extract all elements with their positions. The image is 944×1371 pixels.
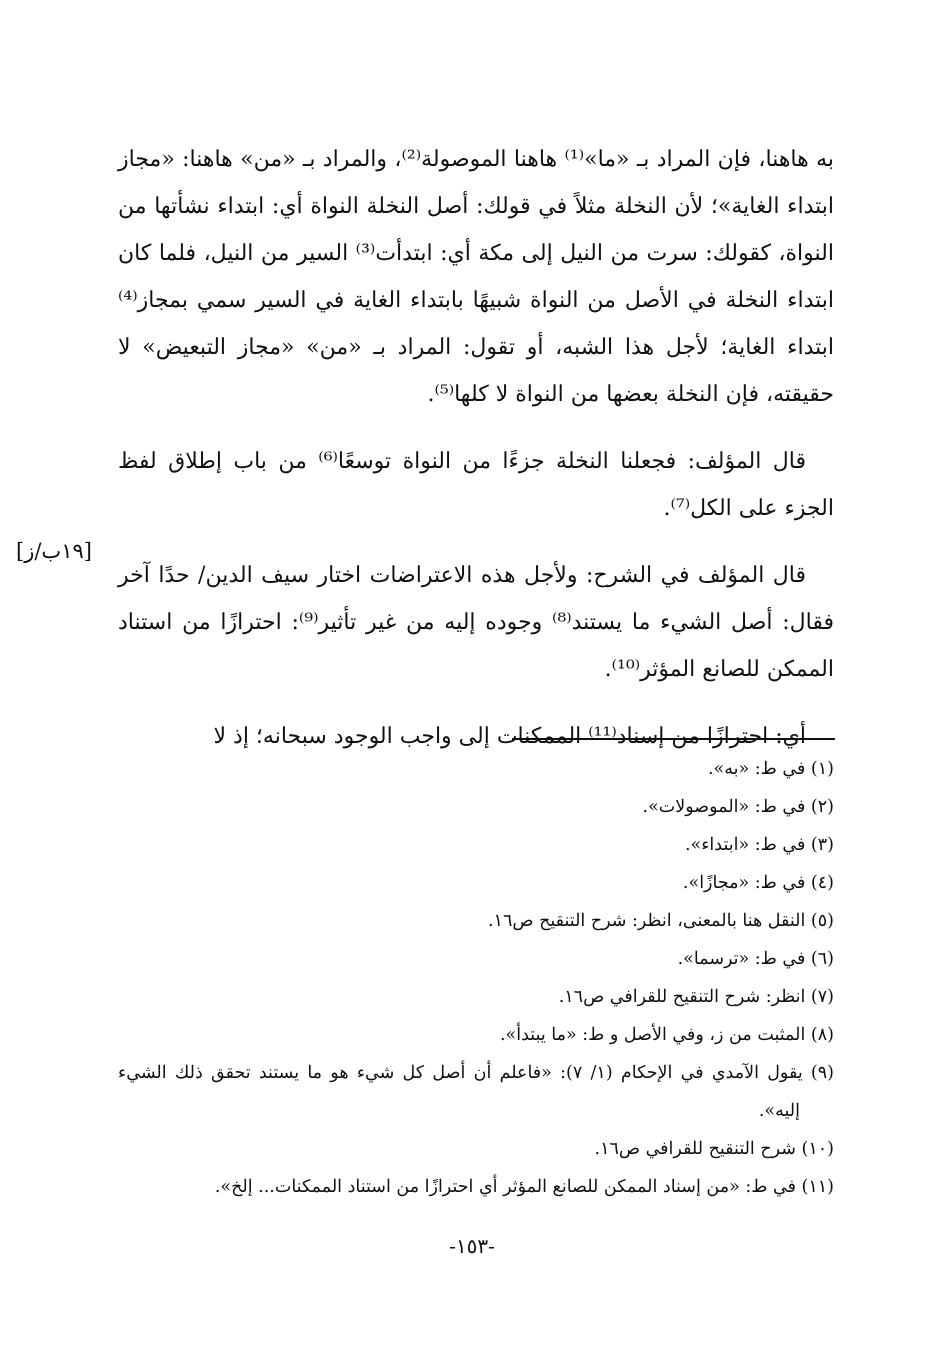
paragraph-2: قال المؤلف: فجعلنا النخلة جزءًا من النواة توسعًا⁽⁶⁾ من باب إطلاق لفظ الجزء على الكل⁽⁷⁾. [118,449,834,521]
footnote-9: (٩) يقول الآمدي في الإحكام (١/ ٧): «فاعلم أن أصل كل شيء هو ما يستند تحقق ذلك الشيء إليه». [118,1063,834,1121]
footnote-10: (١٠) شرح التنقيح للقرافي ص١٦. [594,1139,834,1159]
footnote-6: (٦) في ط: «ترسما». [677,949,834,969]
footnote-2: (٢) في ط: «الموصولات». [642,797,834,817]
page-number: -١٥٣- [449,1234,495,1258]
footnote-8: (٨) المثبت من ز، وفي الأصل و ط: «ما يبتدأ». [499,1025,834,1045]
footnote-11: (١١) في ط: «من إسناد الممكن للصانع المؤثر أي احترازًا من استناد الممكنات... إلخ». [214,1177,834,1197]
footnote-4: (٤) في ط: «مجازًا». [682,873,834,893]
footnote-1: (١) في ط: «به». [707,759,834,779]
paragraph-1: به هاهنا، فإن المراد بـ «ما»⁽¹⁾ هاهنا الموصولة⁽²⁾، والمراد بـ «من» هاهنا: «مجاز ابتداء الغاية»؛ لأن النخلة مثلاً في قولك: أصل النخلة النواة أي: ابتداء نشأتها من النواة، كقولك: سرت من النيل إلى مكة أي: ابتدأت⁽³⁾ السير من النيل، فلما كان ابتداء النخلة في الأصل من النواة شبيهًا بابتداء الغاية في السير سمي بمجاز⁽⁴⁾ ابتداء الغاية؛ لأجل هذا الشبه، أو تقول: المراد بـ «من» «مجاز التبعيض» لا حقيقته، فإن النخلة بعضها من النواة لا كلها⁽⁵⁾. [118,147,834,407]
paragraph-3: قال المؤلف في الشرح: ولأجل هذه الاعتراضات اختار سيف الدين/ حدًا آخر فقال: أصل الشيء ما يستند⁽⁸⁾ وجوده إليه من غير تأثير⁽⁹⁾: احترازًا من استناد الممكن للصانع المؤثر⁽¹⁰⁾. [118,563,834,682]
manuscript-folio-note: [١٩ب/ز] [16,539,92,563]
paragraph-4: أي: احترازًا من إسناد⁽¹¹⁾ الممكنات إلى واجب الوجود سبحانه؛ إذ لا [213,724,806,749]
footnote-divider [512,738,835,740]
footnote-5: (٥) النقل هنا بالمعنى، انظر: شرح التنقيح ص١٦. [487,911,834,931]
main-text [118,136,834,780]
footnotes [118,750,834,1206]
footnote-3: (٣) في ط: «ابتداء». [684,835,834,855]
footnote-7: (٧) انظر: شرح التنقيح للقرافي ص١٦. [558,987,834,1007]
